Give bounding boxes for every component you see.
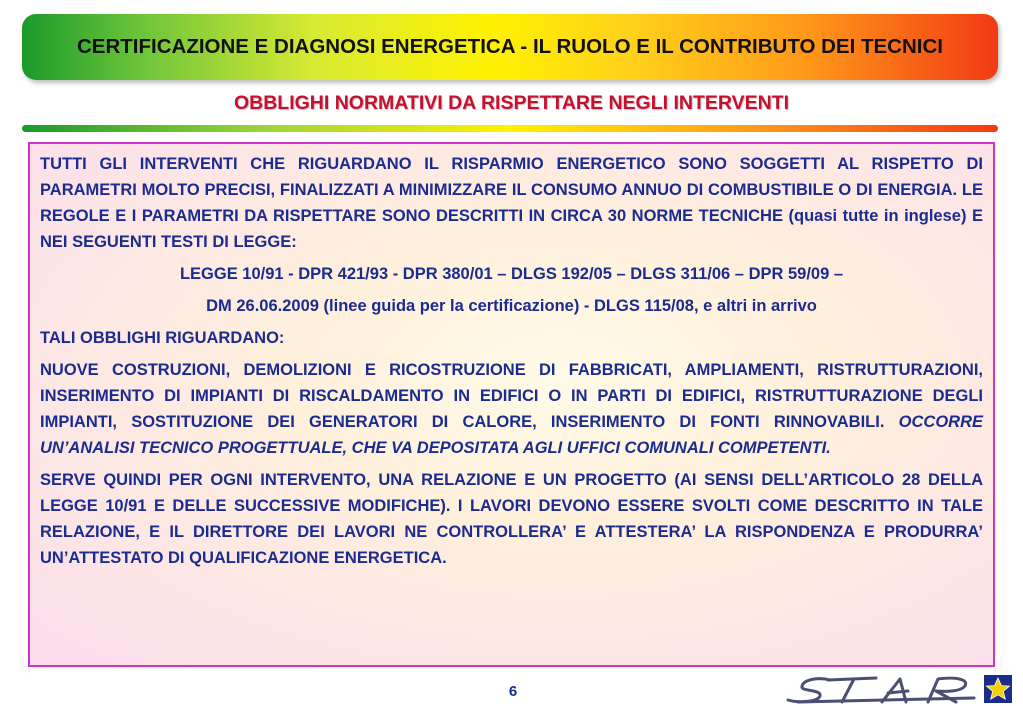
page-subtitle: OBBLIGHI NORMATIVI DA RISPETTARE NEGLI INTERVENTI: [233, 92, 790, 114]
page-number: 6: [508, 683, 518, 700]
obligations-italic-note: OCCORRE UN’ANALISI TECNICO PROGETTUALE, CHE VA DEPOSITATA AGLI UFFICI COMUNALI COMPETENTI.: [40, 413, 983, 457]
intro-paragraph: TUTTI GLI INTERVENTI CHE RIGUARDANO IL RISPARMIO ENERGETICO SONO SOGGETTI AL RISPETTO DI PARAMETRI MOLTO PRECISI, FINALIZZATI A MINIMIZZARE IL CONSUMO ANNUO DI COMBUSTIBILE O DI ENERGIA. LE REGOLE E I PARAMETRI DA RISPETTARE SONO DESCRITTI IN CIRCA 30 NORME TECNICHE (quasi tutte in inglese) E NEI SEGUENTI TESTI DI LEGGE:: [40, 155, 983, 251]
obligations-paragraph: [40, 357, 983, 461]
star-logo: [784, 672, 1014, 706]
obligations-heading: TALI OBBLIGHI RIGUARDANO:: [40, 329, 285, 347]
final-paragraph: SERVE QUINDI PER OGNI INTERVENTO, UNA RELAZIONE E UN PROGETTO (AI SENSI DELL’ARTICOLO 28 DELLA LEGGE 10/91 E DELLE SUCCESSIVE MODIFICHE). I LAVORI DEVONO ESSERE SVOLTI COME DESCRITTO IN TALE RELAZIONE, E IL DIRETTORE DEI LAVORI NE CONTROLLERA’ E ATTESTERA’ LA RISPONDENZA E PRODURRA’ UN’ATTESTATO DI QUALIFICAZIONE ENERGETICA.: [40, 471, 983, 567]
content-frame: [28, 142, 995, 667]
laws-line-1: LEGGE 10/91 - DPR 421/93 - DPR 380/01 – DLGS 192/05 – DLGS 311/06 – DPR 59/09 –: [179, 265, 844, 283]
obligations-text: NUOVE COSTRUZIONI, DEMOLIZIONI E RICOSTRUZIONE DI FABBRICATI, AMPLIAMENTI, RISTRUTTURAZIONI, INSERIMENTO DI IMPIANTI DI RISCALDAMENTO IN EDIFICI O IN PARTI DI EDIFICI, RISTRUTTURAZIONE DEGLI IMPIANTI, SOSTITUZIONE DEI GENERATORI DI CALORE, INSERIMENTO DI FONTI RINNOVABILI.: [40, 361, 983, 431]
star-logo-lettering: [788, 678, 974, 702]
laws-line-2: DM 26.06.2009 (linee guida per la certificazione) - DLGS 115/08, e altri in arrivo: [206, 297, 817, 315]
gradient-divider: [22, 125, 998, 132]
page-title: CERTIFICAZIONE E DIAGNOSI ENERGETICA - IL RUOLO E IL CONTRIBUTO DEI TECNICI: [77, 35, 943, 58]
